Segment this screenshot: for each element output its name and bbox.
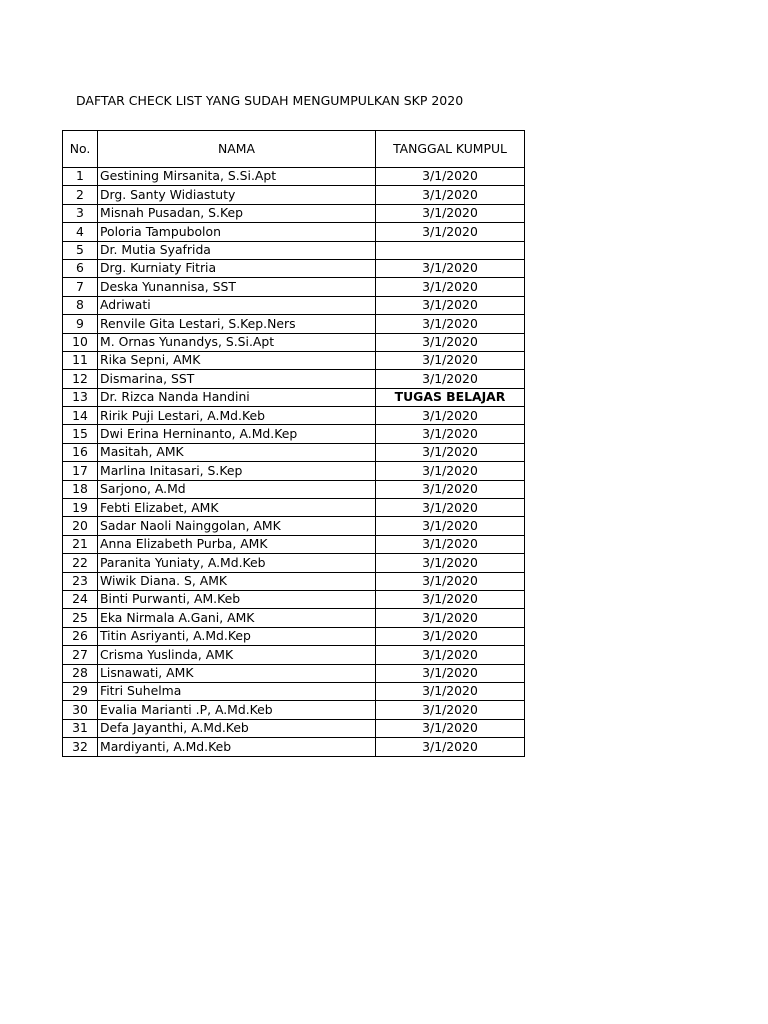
cell-tanggal-kumpul: 3/1/2020	[376, 609, 525, 627]
cell-tanggal-kumpul: 3/1/2020	[376, 168, 525, 186]
table-row	[63, 278, 525, 296]
cell-tanggal-kumpul: 3/1/2020	[376, 315, 525, 333]
table-row	[63, 738, 525, 756]
cell-nama: Fitri Suhelma	[98, 682, 376, 700]
cell-tanggal-kumpul: 3/1/2020	[376, 259, 525, 277]
cell-no: 23	[63, 572, 98, 590]
cell-tanggal-kumpul: TUGAS BELAJAR	[376, 388, 525, 406]
header-nama: NAMA	[98, 131, 376, 168]
cell-tanggal-kumpul: 3/1/2020	[376, 333, 525, 351]
cell-nama: Defa Jayanthi, A.Md.Keb	[98, 719, 376, 737]
cell-no: 5	[63, 241, 98, 259]
cell-tanggal-kumpul: 3/1/2020	[376, 646, 525, 664]
cell-no: 18	[63, 480, 98, 498]
cell-nama: Dr. Mutia Syafrida	[98, 241, 376, 259]
table-row	[63, 719, 525, 737]
cell-tanggal-kumpul: 3/1/2020	[376, 517, 525, 535]
cell-nama: Evalia Marianti .P, A.Md.Keb	[98, 701, 376, 719]
table-row	[63, 296, 525, 314]
cell-tanggal-kumpul: 3/1/2020	[376, 462, 525, 480]
cell-no: 28	[63, 664, 98, 682]
header-tanggal-kumpul: TANGGAL KUMPUL	[376, 131, 525, 168]
cell-no: 13	[63, 388, 98, 406]
table-row	[63, 223, 525, 241]
table-row	[63, 315, 525, 333]
cell-nama: Ririk Puji Lestari, A.Md.Keb	[98, 407, 376, 425]
cell-tanggal-kumpul: 3/1/2020	[376, 719, 525, 737]
cell-nama: Febti Elizabet, AMK	[98, 499, 376, 517]
cell-tanggal-kumpul: 3/1/2020	[376, 296, 525, 314]
table-row	[63, 351, 525, 369]
table-row	[63, 701, 525, 719]
table-row	[63, 462, 525, 480]
cell-tanggal-kumpul: 3/1/2020	[376, 480, 525, 498]
cell-nama: Lisnawati, AMK	[98, 664, 376, 682]
cell-tanggal-kumpul: 3/1/2020	[376, 499, 525, 517]
table-row	[63, 517, 525, 535]
cell-no: 1	[63, 168, 98, 186]
cell-nama: Misnah Pusadan, S.Kep	[98, 204, 376, 222]
cell-nama: Renvile Gita Lestari, S.Kep.Ners	[98, 315, 376, 333]
cell-nama: Dwi Erina Herninanto, A.Md.Kep	[98, 425, 376, 443]
cell-no: 26	[63, 627, 98, 645]
cell-nama: Crisma Yuslinda, AMK	[98, 646, 376, 664]
table-header	[63, 131, 525, 168]
cell-nama: Titin Asriyanti, A.Md.Kep	[98, 627, 376, 645]
cell-no: 16	[63, 443, 98, 461]
cell-no: 22	[63, 554, 98, 572]
cell-no: 21	[63, 535, 98, 553]
cell-nama: Binti Purwanti, AM.Keb	[98, 590, 376, 608]
table-row	[63, 480, 525, 498]
cell-nama: Mardiyanti, A.Md.Keb	[98, 738, 376, 756]
cell-no: 27	[63, 646, 98, 664]
cell-nama: Sarjono, A.Md	[98, 480, 376, 498]
cell-tanggal-kumpul: 3/1/2020	[376, 425, 525, 443]
cell-tanggal-kumpul: 3/1/2020	[376, 627, 525, 645]
table-row	[63, 590, 525, 608]
cell-nama: Dismarina, SST	[98, 370, 376, 388]
cell-nama: Eka Nirmala A.Gani, AMK	[98, 609, 376, 627]
cell-no: 32	[63, 738, 98, 756]
cell-tanggal-kumpul: 3/1/2020	[376, 186, 525, 204]
cell-tanggal-kumpul: 3/1/2020	[376, 407, 525, 425]
table-row	[63, 572, 525, 590]
table-row	[63, 204, 525, 222]
cell-nama: Sadar Naoli Nainggolan, AMK	[98, 517, 376, 535]
cell-tanggal-kumpul	[376, 241, 525, 259]
cell-tanggal-kumpul: 3/1/2020	[376, 535, 525, 553]
cell-no: 9	[63, 315, 98, 333]
cell-nama: Deska Yunannisa, SST	[98, 278, 376, 296]
table-row	[63, 370, 525, 388]
cell-tanggal-kumpul: 3/1/2020	[376, 351, 525, 369]
cell-no: 4	[63, 223, 98, 241]
header-row	[63, 131, 525, 168]
table-row	[63, 333, 525, 351]
cell-tanggal-kumpul: 3/1/2020	[376, 590, 525, 608]
cell-no: 24	[63, 590, 98, 608]
table-row	[63, 499, 525, 517]
cell-nama: Rika Sepni, AMK	[98, 351, 376, 369]
table-row	[63, 388, 525, 406]
cell-nama: Anna Elizabeth Purba, AMK	[98, 535, 376, 553]
cell-no: 3	[63, 204, 98, 222]
cell-tanggal-kumpul: 3/1/2020	[376, 738, 525, 756]
cell-nama: Drg. Santy Widiastuty	[98, 186, 376, 204]
table-row	[63, 554, 525, 572]
cell-tanggal-kumpul: 3/1/2020	[376, 701, 525, 719]
table-row	[63, 241, 525, 259]
cell-nama: Marlina Initasari, S.Kep	[98, 462, 376, 480]
cell-nama: Wiwik Diana. S, AMK	[98, 572, 376, 590]
checklist-table	[62, 130, 525, 757]
cell-no: 19	[63, 499, 98, 517]
cell-tanggal-kumpul: 3/1/2020	[376, 682, 525, 700]
table-row	[63, 186, 525, 204]
header-no: No.	[63, 131, 98, 168]
table-row	[63, 646, 525, 664]
table-row	[63, 259, 525, 277]
cell-tanggal-kumpul: 3/1/2020	[376, 370, 525, 388]
table-row	[63, 535, 525, 553]
table-row	[63, 443, 525, 461]
table-row	[63, 609, 525, 627]
cell-tanggal-kumpul: 3/1/2020	[376, 572, 525, 590]
cell-no: 17	[63, 462, 98, 480]
table-row	[63, 627, 525, 645]
cell-nama: Masitah, AMK	[98, 443, 376, 461]
cell-no: 6	[63, 259, 98, 277]
cell-nama: M. Ornas Yunandys, S.Si.Apt	[98, 333, 376, 351]
cell-tanggal-kumpul: 3/1/2020	[376, 204, 525, 222]
table-row	[63, 425, 525, 443]
table-row	[63, 664, 525, 682]
cell-tanggal-kumpul: 3/1/2020	[376, 278, 525, 296]
cell-tanggal-kumpul: 3/1/2020	[376, 554, 525, 572]
cell-no: 11	[63, 351, 98, 369]
cell-no: 25	[63, 609, 98, 627]
cell-nama: Poloria Tampubolon	[98, 223, 376, 241]
cell-tanggal-kumpul: 3/1/2020	[376, 223, 525, 241]
cell-no: 30	[63, 701, 98, 719]
cell-no: 14	[63, 407, 98, 425]
table-row	[63, 682, 525, 700]
cell-no: 8	[63, 296, 98, 314]
table-body	[63, 168, 525, 757]
cell-nama: Paranita Yuniaty, A.Md.Keb	[98, 554, 376, 572]
cell-no: 20	[63, 517, 98, 535]
cell-nama: Dr. Rizca Nanda Handini	[98, 388, 376, 406]
cell-no: 29	[63, 682, 98, 700]
cell-no: 31	[63, 719, 98, 737]
cell-nama: Gestining Mirsanita, S.Si.Apt	[98, 168, 376, 186]
table-row	[63, 407, 525, 425]
cell-no: 7	[63, 278, 98, 296]
cell-no: 2	[63, 186, 98, 204]
cell-nama: Adriwati	[98, 296, 376, 314]
cell-no: 12	[63, 370, 98, 388]
document-title: DAFTAR CHECK LIST YANG SUDAH MENGUMPULKAN SKP 2020	[76, 93, 464, 108]
cell-nama: Drg. Kurniaty Fitria	[98, 259, 376, 277]
cell-tanggal-kumpul: 3/1/2020	[376, 443, 525, 461]
cell-no: 10	[63, 333, 98, 351]
table-row	[63, 168, 525, 186]
cell-no: 15	[63, 425, 98, 443]
cell-tanggal-kumpul: 3/1/2020	[376, 664, 525, 682]
